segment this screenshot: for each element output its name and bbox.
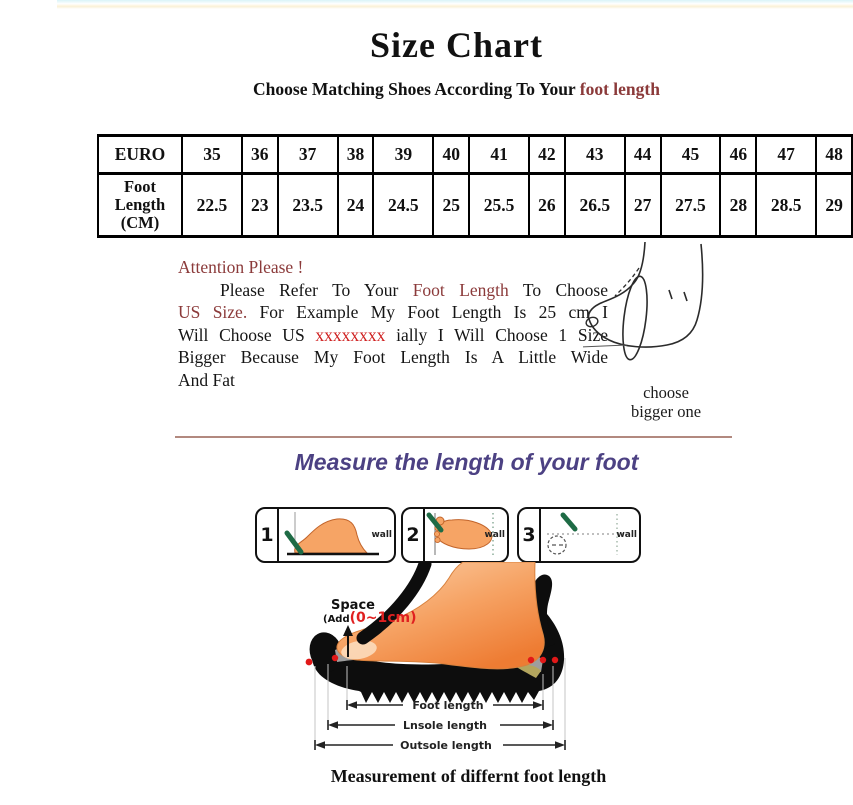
foot-line-drawing — [583, 240, 738, 368]
measure-step-1 — [255, 507, 396, 563]
attention-text: For Example My Foot Length Is 25 cm I — [247, 302, 609, 322]
big-toe — [585, 316, 599, 329]
foot-length-cell: 23.5 — [278, 174, 338, 237]
foot-length-cell: 25 — [433, 174, 469, 237]
foot-length-cell: 26 — [529, 174, 565, 237]
attention-text: To Choose — [508, 279, 608, 300]
euro-size-cell: 39 — [373, 136, 433, 174]
attention-accent: Foot Length — [412, 279, 509, 300]
euro-size-cell: 48 — [816, 136, 852, 174]
arrow-head — [328, 721, 338, 729]
foot-length-cell: 24 — [338, 174, 374, 237]
subtitle — [60, 79, 853, 100]
outsole-length-label: Outsole length — [400, 739, 492, 752]
measure-step-2 — [401, 507, 509, 563]
insole-length-label: Lnsole length — [402, 719, 488, 732]
attention-text: Please Refer To Your — [220, 279, 413, 300]
size-conversion-table — [97, 134, 853, 238]
step-number: 3 — [519, 509, 541, 561]
attention-redacted-text: xxxxxxxx — [315, 324, 386, 345]
wall-label: wall — [484, 530, 505, 540]
attention-text: Will Choose US — [178, 324, 316, 345]
euro-size-cell: 37 — [278, 136, 338, 174]
page-title: Size Chart — [370, 25, 543, 65]
measure-step-3 — [517, 507, 641, 563]
arrow-head — [347, 701, 357, 709]
wall-label: wall — [371, 530, 392, 540]
foot-length-cell: 27 — [625, 174, 661, 237]
attention-accent: US Size. — [178, 302, 248, 322]
foot-length-cell: 27.5 — [661, 174, 721, 237]
euro-size-cell: 44 — [625, 136, 661, 174]
attention-line — [178, 324, 608, 347]
toe-ref-dot — [306, 659, 313, 666]
foot-length-cell: 29 — [816, 174, 852, 237]
caption-line: choose — [643, 383, 689, 402]
attention-line: And Fat — [178, 369, 235, 390]
add-text: (Add — [323, 614, 350, 625]
foot-length-cell: 22.5 — [182, 174, 242, 237]
table-row-foot-length — [98, 174, 852, 237]
decorative-top-strip — [57, 0, 853, 9]
ankle-tick-marks — [669, 290, 687, 301]
euro-size-cell: 38 — [338, 136, 374, 174]
foot-length-label: Foot length — [412, 699, 484, 712]
foot-length-cell: 28.5 — [756, 174, 816, 237]
euro-size-cell: 42 — [529, 136, 565, 174]
euro-size-cell: 40 — [433, 136, 469, 174]
euro-size-cell: 36 — [242, 136, 278, 174]
euro-size-cell: 45 — [661, 136, 721, 174]
table-row-euro — [98, 136, 852, 174]
foot-length-header-line: (CM) — [120, 213, 160, 232]
arrow-head — [543, 721, 553, 729]
bottom-caption: Measurement of differnt foot length — [330, 766, 607, 786]
attention-line: Bigger Because My Foot Length Is A Little Wide — [178, 347, 608, 367]
euro-size-cell: 43 — [565, 136, 625, 174]
arrow-head — [555, 741, 565, 749]
euro-size-cell: 47 — [756, 136, 816, 174]
attention-heading: Attention Please ! — [178, 257, 304, 277]
foot-length-header-line: Foot — [123, 177, 157, 196]
euro-size-cell: 35 — [182, 136, 242, 174]
space-arrow-head — [343, 625, 353, 636]
heel-ref-dot — [552, 657, 558, 663]
attention-note — [178, 256, 608, 391]
choose-bigger-one-caption — [596, 384, 736, 421]
heel-ref-dot — [528, 657, 534, 663]
euro-header-cell: EURO — [98, 136, 182, 174]
foot-length-cell: 25.5 — [469, 174, 529, 237]
step-illustration — [279, 509, 394, 561]
step-number: 1 — [257, 509, 279, 561]
euro-size-cell: 41 — [469, 136, 529, 174]
foot-length-cell: 23 — [242, 174, 278, 237]
attention-line — [178, 301, 608, 324]
shoe-cross-section-diagram — [295, 562, 605, 762]
pointer-line — [583, 345, 627, 347]
foot-length-cell: 26.5 — [565, 174, 625, 237]
arrow-head — [533, 701, 543, 709]
step-number: 2 — [403, 509, 425, 561]
step-illustration — [541, 509, 639, 561]
subtitle-accent: foot length — [579, 79, 660, 99]
caption-line: bigger one — [630, 401, 702, 421]
attention-text: ially I Will Choose 1 Size — [385, 324, 608, 345]
attention-line — [178, 279, 608, 302]
wall-label: wall — [616, 530, 637, 540]
foot-length-header-line: Length — [114, 195, 166, 214]
heel-ref-dot — [540, 657, 546, 663]
foot-length-cell: 24.5 — [373, 174, 433, 237]
space-label: Space — [331, 598, 375, 613]
measure-section-heading: Measure the length of your foot — [294, 449, 639, 475]
foot-length-cell: 28 — [720, 174, 756, 237]
subtitle-text: Choose Matching Shoes According To Your — [253, 79, 580, 99]
euro-size-cell: 46 — [720, 136, 756, 174]
section-divider — [175, 436, 732, 438]
toe-ref-dot — [332, 655, 338, 661]
foot-length-header-cell — [98, 174, 182, 237]
add-range-text: (0~1cm) — [349, 610, 417, 626]
arrow-head — [315, 741, 325, 749]
step-illustration — [425, 509, 507, 561]
